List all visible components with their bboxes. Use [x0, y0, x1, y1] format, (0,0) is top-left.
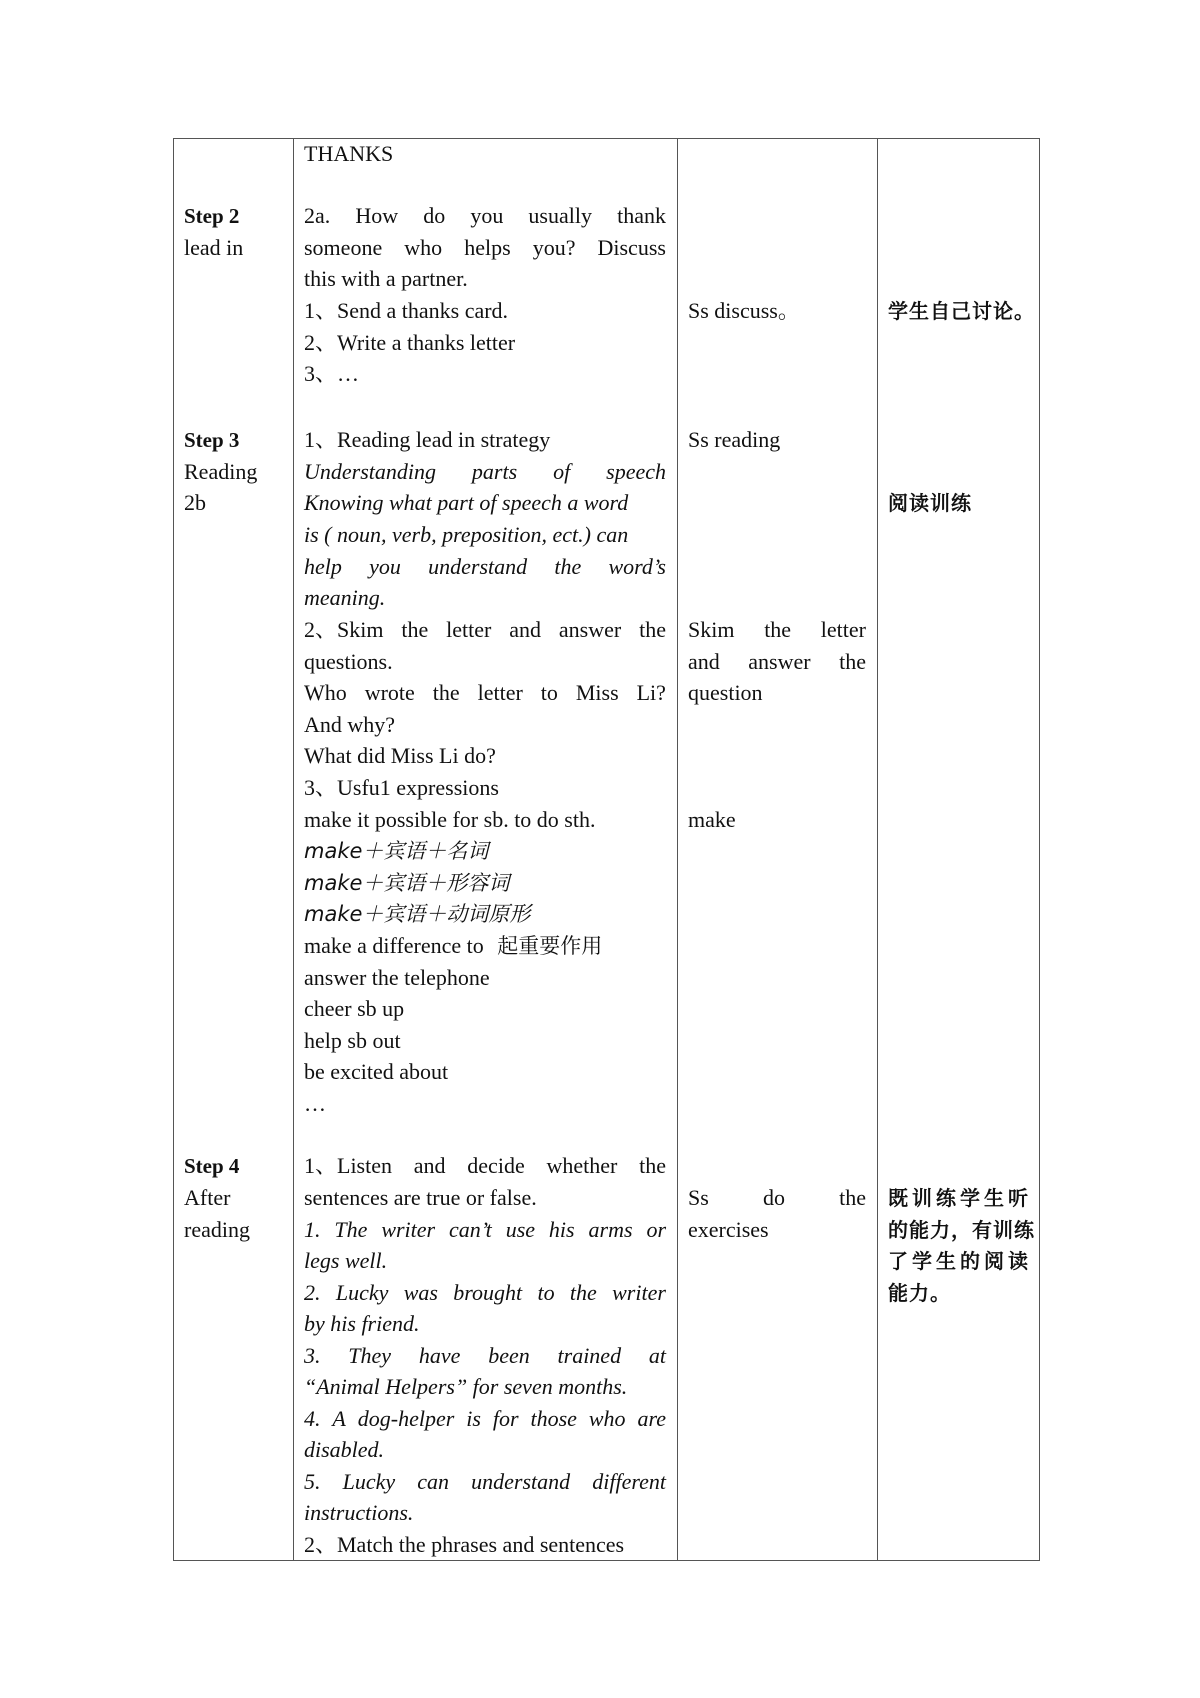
step-4-subtitle-2: reading	[184, 1217, 250, 1242]
word: The	[334, 1217, 368, 1242]
purpose-note-line: 的能力，有训练	[888, 1218, 1035, 1242]
expression-item: be excited about	[304, 1059, 449, 1084]
skim-task-line: questions.	[304, 649, 393, 674]
word: Discuss	[597, 235, 666, 260]
word: thank	[617, 203, 666, 228]
word: parts	[471, 459, 518, 484]
word: or	[646, 1217, 666, 1242]
statement-line: “Animal Helpers” for seven months.	[304, 1374, 628, 1399]
word: speech	[606, 459, 666, 484]
student-activity-line: question	[688, 680, 763, 705]
word: answer	[558, 617, 622, 642]
student-activity-line: exercises	[688, 1217, 769, 1242]
expression-item: help sb out	[304, 1028, 401, 1053]
word: How	[355, 203, 399, 228]
word: who	[404, 235, 443, 260]
strategy-line	[304, 457, 666, 487]
statement-line: legs well.	[304, 1248, 388, 1273]
word: 3.	[304, 1343, 321, 1368]
word: and	[413, 1153, 446, 1178]
word: A	[332, 1406, 346, 1431]
word: wrote	[364, 680, 415, 705]
word: letter	[820, 617, 866, 642]
skim-task-line	[304, 615, 666, 645]
purpose-note: 学生自己讨论。	[888, 299, 1035, 323]
word: the	[764, 617, 792, 642]
step-2-title: Step 2	[184, 204, 240, 228]
word: understand	[428, 554, 528, 579]
word: someone	[304, 235, 383, 260]
word: 2a.	[304, 203, 331, 228]
strategy-line: meaning.	[304, 585, 386, 610]
word: use	[505, 1217, 536, 1242]
step-2-subtitle: lead in	[184, 235, 244, 260]
student-activity-line	[688, 647, 866, 677]
option-item: 3、…	[304, 361, 360, 386]
word: whether	[546, 1153, 618, 1178]
task-2a-line	[304, 233, 666, 263]
word: Who	[304, 680, 347, 705]
word: dog-helper	[357, 1406, 455, 1431]
word: 2、Skim	[304, 617, 384, 642]
word: 5.	[304, 1469, 321, 1494]
word: can’t	[449, 1217, 492, 1242]
statement-line: instructions.	[304, 1500, 414, 1525]
expression-item: make＋宾语＋动词原形	[304, 902, 531, 926]
word: trained	[557, 1343, 622, 1368]
student-activity-line	[688, 1183, 866, 1213]
word: help	[304, 554, 342, 579]
word: They	[348, 1343, 392, 1368]
statement-line	[304, 1404, 666, 1434]
expression-item: make＋宾语＋名词	[304, 839, 489, 863]
word: understand	[471, 1469, 571, 1494]
step-3-subtitle: Reading	[184, 459, 258, 484]
expression-meaning: 起重要作用	[497, 934, 603, 958]
word: the	[432, 680, 460, 705]
word: of	[553, 459, 571, 484]
word: the	[401, 617, 429, 642]
word: letter	[477, 680, 523, 705]
step-4-subtitle: After	[184, 1185, 231, 1210]
word: to	[537, 1280, 555, 1305]
task-2a-line	[304, 201, 666, 231]
reading-strategy-heading: 1、Reading lead in strategy	[304, 427, 551, 452]
word: and	[509, 617, 541, 642]
student-activity-line	[688, 615, 866, 645]
word: who	[588, 1406, 626, 1431]
student-activity: Ss reading	[688, 427, 781, 452]
word: answer	[748, 649, 811, 674]
statement-line	[304, 1341, 666, 1371]
statement-line: by his friend.	[304, 1311, 420, 1336]
listening-task-line	[304, 1151, 666, 1181]
task-2a-line: this with a partner.	[304, 266, 468, 291]
statement-line	[304, 1467, 666, 1497]
expression-item: make it possible for sb. to do sth.	[304, 807, 596, 832]
option-item: 2、Write a thanks letter	[304, 330, 516, 355]
expression-text: make a difference to	[304, 933, 484, 958]
lesson-plan-table	[173, 138, 1040, 1561]
matching-task-heading: 2、Match the phrases and sentences	[304, 1532, 625, 1557]
word: you	[470, 203, 504, 228]
step-3-subtitle-2: 2b	[184, 490, 206, 515]
option-item: 1、Send a thanks card.	[304, 298, 509, 323]
statement-line	[304, 1215, 666, 1245]
word: been	[488, 1343, 530, 1368]
statement-line	[304, 1278, 666, 1308]
strategy-line	[304, 552, 666, 582]
statement-line: disabled.	[304, 1437, 385, 1462]
word: Li?	[636, 680, 666, 705]
word: those	[530, 1406, 577, 1431]
step-column	[174, 139, 293, 1560]
word: Ss	[688, 1185, 709, 1210]
word: you	[369, 554, 401, 579]
thanks-heading: THANKS	[304, 141, 394, 166]
word: Lucky	[342, 1469, 396, 1494]
word: letter	[446, 617, 492, 642]
strategy-line: is ( noun, verb, preposition, ect.) can	[304, 522, 629, 547]
strategy-line: Knowing what part of speech a word	[304, 490, 629, 515]
word: for	[492, 1406, 519, 1431]
word: the	[569, 1280, 597, 1305]
word: word’s	[608, 554, 666, 579]
word: is	[466, 1406, 481, 1431]
word: brought	[453, 1280, 523, 1305]
expressions-heading: 3、Usfu1 expressions	[304, 775, 499, 800]
expression-item: answer the telephone	[304, 965, 490, 990]
word: helps	[464, 235, 511, 260]
content-column	[293, 139, 677, 1560]
purpose-note-line: 了学生的阅读	[888, 1249, 1032, 1273]
step-3-title: Step 3	[184, 428, 240, 452]
word: are	[637, 1406, 666, 1431]
word: writer	[612, 1280, 666, 1305]
word: can	[417, 1469, 450, 1494]
word: Miss	[575, 680, 619, 705]
word: the	[839, 1185, 866, 1210]
step-4-title: Step 4	[184, 1154, 240, 1178]
word: was	[403, 1280, 438, 1305]
word: different	[592, 1469, 666, 1494]
purpose-note: 阅读训练	[888, 491, 972, 515]
word: the	[639, 1153, 666, 1178]
word: and	[688, 649, 720, 674]
purpose-note-line: 既训练学生听	[888, 1186, 1032, 1210]
word: the	[554, 554, 582, 579]
word: do	[423, 203, 446, 228]
word: Lucky	[335, 1280, 389, 1305]
purpose-note-line: 能力。	[888, 1281, 951, 1305]
expression-item: cheer sb up	[304, 996, 405, 1021]
word: Skim	[688, 617, 735, 642]
expression-item	[304, 931, 602, 961]
expression-item: …	[304, 1091, 326, 1116]
expression-item: make＋宾语＋形容词	[304, 871, 510, 895]
word: 1、Listen	[304, 1153, 392, 1178]
word: writer	[381, 1217, 436, 1242]
word: his	[548, 1217, 575, 1242]
word: do	[762, 1185, 785, 1210]
question-line: And why?	[304, 712, 396, 737]
student-activity-column	[677, 139, 877, 1560]
student-activity: Ss discuss。	[688, 298, 800, 323]
word: usually	[528, 203, 592, 228]
purpose-column	[877, 139, 1039, 1560]
question-line	[304, 678, 666, 708]
word: the	[839, 649, 866, 674]
word: arms	[588, 1217, 633, 1242]
student-activity: make	[688, 807, 736, 832]
word: decide	[467, 1153, 525, 1178]
word: you?	[532, 235, 576, 260]
word: Understanding	[304, 459, 436, 484]
word: 4.	[304, 1406, 321, 1431]
word: to	[540, 680, 558, 705]
word: at	[648, 1343, 666, 1368]
word: the	[639, 617, 666, 642]
question-line: What did Miss Li do?	[304, 743, 496, 768]
word: have	[418, 1343, 461, 1368]
listening-task-line: sentences are true or false.	[304, 1185, 537, 1210]
word: 2.	[304, 1280, 321, 1305]
word: 1.	[304, 1217, 321, 1242]
